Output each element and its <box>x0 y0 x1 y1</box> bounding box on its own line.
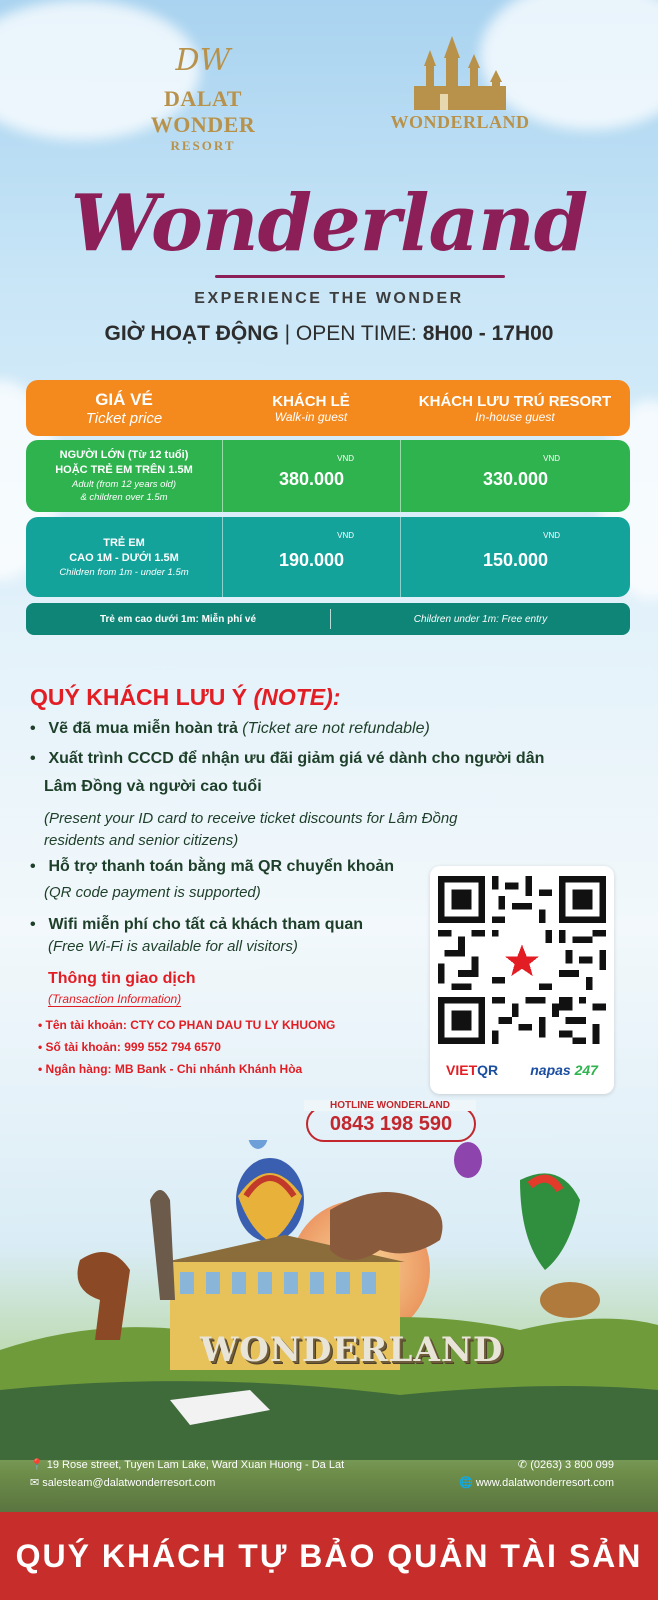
header-label: KHÁCH LẺ <box>272 392 350 410</box>
note-vi: Wifi miễn phí cho tất cả khách tham quan <box>48 916 364 933</box>
currency-label: VND <box>543 531 560 540</box>
wonderland-sign: WONDERLAND <box>200 1330 504 1370</box>
bullet-icon: • <box>30 858 36 875</box>
location-icon: 📍 <box>30 1459 44 1471</box>
tagline: EXPERIENCE THE WONDER <box>194 290 464 307</box>
row-label-en: Adult (from 12 years old) <box>71 479 176 490</box>
price-in-house <box>400 517 630 597</box>
transaction-subtitle: (Transaction Information) <box>48 992 182 1006</box>
note-en-id-card <box>44 808 458 852</box>
bank-name-text: Ngân hàng: MB Bank - Chi nhánh Khánh Hòa <box>45 1062 303 1076</box>
row-label-vi: CAO 1M - DƯỚI 1.5M <box>69 551 179 564</box>
note-item-id-card <box>30 750 544 768</box>
dw-monogram-icon: DW <box>175 43 231 78</box>
account-number-text: Số tài khoản: 999 552 794 6570 <box>45 1040 221 1054</box>
note-item-refund <box>30 720 430 738</box>
napas-logo <box>530 1062 598 1078</box>
currency-label: VND <box>543 454 560 463</box>
free-entry-bar <box>26 603 630 635</box>
currency-label: VND <box>337 531 354 540</box>
napas-text-a: napas <box>530 1062 571 1078</box>
footer-email[interactable] <box>30 1476 215 1489</box>
bullet-icon: • <box>30 750 36 767</box>
header-sublabel: Walk-in guest <box>274 409 348 424</box>
header-label: GIÁ VÉ <box>95 389 153 409</box>
napas-text-b: 247 <box>574 1062 598 1078</box>
note-vi: Xuất trình CCCD để nhận ưu đãi giảm giá vé dành cho người dân <box>48 750 545 767</box>
row-label-en: Children from 1m - under 1.5m <box>59 566 189 578</box>
header-walk-in <box>222 380 400 436</box>
note-vi: Vẽ đã mua miễn hoàn trả <box>48 720 238 737</box>
note-item-id-card-line2 <box>44 778 262 796</box>
row-label-vi: TRẺ EM <box>103 536 145 549</box>
free-entry-vi: Trẻ em cao dưới 1m: Miễn phí vé <box>99 613 257 625</box>
note-item-wifi <box>30 916 363 934</box>
logo-right-brand: WONDERLAND <box>390 112 530 132</box>
account-name: • Tên tài khoản: CTY CO PHAN DAU TU LY KHUONG <box>38 1018 336 1032</box>
note-vi: Hỗ trợ thanh toán bằng mã QR chuyển khoản <box>48 858 395 875</box>
note-item-qr <box>30 858 394 876</box>
vietqr-text-a: VIET <box>446 1062 478 1078</box>
hotline-number[interactable]: 0843 198 590 <box>306 1106 476 1142</box>
price-value: 190.000 <box>278 549 345 570</box>
footer-phone[interactable] <box>518 1458 614 1471</box>
open-time-label: GIỜ HOẠT ĐỘNG <box>104 322 279 345</box>
email-text[interactable]: salesteam@dalatwonderresort.com <box>42 1477 216 1489</box>
open-hours: 8H00 - 17H00 <box>422 322 554 345</box>
footer-address <box>30 1458 344 1471</box>
notes-title-en: (NOTE): <box>253 684 341 710</box>
ticket-row-child <box>26 517 630 597</box>
row-label-en: & children over 1.5m <box>80 492 168 503</box>
footer-website[interactable] <box>459 1476 614 1489</box>
header-label: KHÁCH LƯU TRÚ RESORT <box>418 392 612 410</box>
phone-text[interactable]: (0263) 3 800 099 <box>530 1459 614 1471</box>
address-text: 19 Rose street, Tuyen Lam Lake, Ward Xuan Huong - Da Lat <box>46 1459 345 1471</box>
note-en-qr: (QR code payment is supported) <box>44 884 261 901</box>
row-label-vi: HOẶC TRẺ EM TRÊN 1.5M <box>55 464 193 476</box>
vietqr-logo <box>446 1062 498 1078</box>
header-ticket-price <box>26 380 222 436</box>
price-value: 150.000 <box>482 549 549 570</box>
open-time-separator: | <box>284 322 291 345</box>
park-scene-illustration <box>0 1140 658 1460</box>
mail-icon: ✉ <box>30 1477 40 1489</box>
note-en: (Ticket are not refundable) <box>242 720 430 737</box>
page-title: Wonderland <box>70 178 588 269</box>
header-in-house <box>400 380 630 436</box>
warning-banner: QUÝ KHÁCH TỰ BẢO QUẢN TÀI SẢN <box>0 1512 658 1600</box>
price-value: 330.000 <box>482 468 549 489</box>
notes-title-vi: QUÝ KHÁCH LƯU Ý <box>30 684 248 710</box>
qr-provider-logos <box>430 1062 614 1078</box>
row-label-vi: NGƯỜI LỚN (Từ 12 tuổi) <box>59 449 189 461</box>
wonderland-logo <box>380 36 540 133</box>
header-sublabel: In-house guest <box>475 409 555 424</box>
open-time-label-en: OPEN TIME: <box>295 322 417 345</box>
row-label <box>26 517 222 597</box>
account-name-text: Tên tài khoản: CTY CO PHAN DAU TU LY KHUONG <box>45 1018 336 1032</box>
logo-left-sub: RESORT <box>170 138 236 153</box>
website-link[interactable]: www.dalatwonderresort.com <box>475 1477 614 1489</box>
notes-title <box>30 684 340 711</box>
price-value: 380.000 <box>278 468 345 489</box>
header-sublabel: Ticket price <box>85 409 163 427</box>
free-entry-en: Children under 1m: Free entry <box>413 613 548 625</box>
price-in-house <box>400 440 630 512</box>
account-number: • Số tài khoản: 999 552 794 6570 <box>38 1040 221 1054</box>
ticket-table-header <box>26 380 630 436</box>
phone-icon: ✆ <box>517 1459 528 1471</box>
price-walk-in <box>222 517 400 597</box>
note-en-wifi: (Free Wi-Fi is available for all visitors) <box>48 938 298 955</box>
bank-name: • Ngân hàng: MB Bank - Chi nhánh Khánh Hòa <box>38 1062 303 1076</box>
hotline-label: HOTLINE WONDERLAND <box>304 1100 476 1111</box>
title-underline <box>215 275 505 278</box>
ticket-row-adult <box>26 440 630 512</box>
qr-payment-card[interactable] <box>430 866 614 1094</box>
note-en: residents and senior citizens) <box>44 832 239 849</box>
bullet-icon: • <box>30 916 36 933</box>
dalat-wonder-resort-logo <box>138 36 268 154</box>
transaction-title: Thông tin giao dịch <box>48 970 196 987</box>
logo-left-brand: DALAT WONDER <box>150 86 256 137</box>
currency-label: VND <box>337 454 354 463</box>
bullet-icon: • <box>30 720 36 737</box>
price-walk-in <box>222 440 400 512</box>
note-en: (Present your ID card to receive ticket discounts for Lâm Đồng <box>44 810 458 827</box>
qr-code-icon[interactable] <box>438 876 606 1044</box>
globe-icon: 🌐 <box>459 1477 473 1489</box>
open-time <box>0 322 658 346</box>
note-vi: Lâm Đồng và người cao tuổi <box>44 778 262 795</box>
vietqr-text-b: QR <box>477 1062 499 1078</box>
castle-icon <box>400 36 520 116</box>
row-label <box>26 440 222 512</box>
